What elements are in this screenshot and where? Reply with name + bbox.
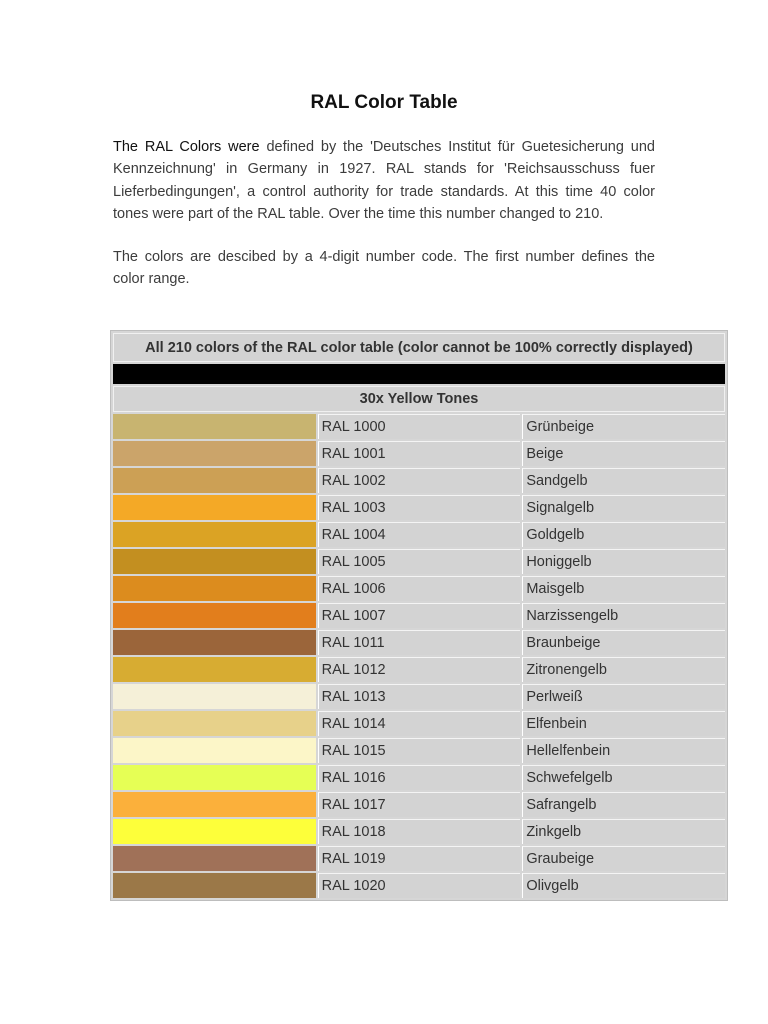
intro-lead: The RAL Colors were: [113, 139, 260, 155]
color-swatch: [113, 657, 316, 682]
color-swatch: [113, 414, 316, 439]
color-name: Schwefelgelb: [522, 765, 725, 790]
color-swatch: [113, 711, 316, 736]
color-swatch: [113, 846, 316, 871]
ral-code: RAL 1011: [318, 630, 521, 655]
color-name: Sandgelb: [522, 468, 725, 493]
page-title: RAL Color Table: [310, 92, 458, 113]
table-row: [113, 657, 725, 682]
ral-code: RAL 1005: [318, 549, 521, 574]
color-swatch: [113, 603, 316, 628]
table-row: [113, 441, 725, 466]
color-swatch: [113, 684, 316, 709]
color-name: Elfenbein: [522, 711, 725, 736]
table-row: [113, 603, 725, 628]
table-row: [113, 549, 725, 574]
table-row: [113, 738, 725, 763]
color-name: Goldgelb: [522, 522, 725, 547]
ral-code: RAL 1000: [318, 414, 521, 439]
color-name: Graubeige: [522, 846, 725, 871]
color-name: Braunbeige: [522, 630, 725, 655]
color-name: Safrangelb: [522, 792, 725, 817]
table-header-row: [113, 333, 725, 362]
ral-code: RAL 1018: [318, 819, 521, 844]
ral-code: RAL 1016: [318, 765, 521, 790]
ral-code: RAL 1020: [318, 873, 521, 898]
black-divider-row: [113, 364, 725, 384]
group-header-row: [113, 386, 725, 412]
group-title: 30x Yellow Tones: [113, 386, 725, 412]
color-name: Signalgelb: [522, 495, 725, 520]
table-row: [113, 846, 725, 871]
color-swatch: [113, 630, 316, 655]
table-row: [113, 576, 725, 601]
color-swatch: [113, 792, 316, 817]
table-row: [113, 873, 725, 898]
table-row: [113, 711, 725, 736]
table-row: [113, 684, 725, 709]
color-swatch: [113, 873, 316, 898]
table-header: All 210 colors of the RAL color table (color cannot be 100% correctly displayed): [113, 333, 725, 362]
color-swatch: [113, 819, 316, 844]
color-name: Beige: [522, 441, 725, 466]
color-name: Hellelfenbein: [522, 738, 725, 763]
ral-code: RAL 1001: [318, 441, 521, 466]
ral-code: RAL 1012: [318, 657, 521, 682]
table-row: [113, 495, 725, 520]
ral-code: RAL 1015: [318, 738, 521, 763]
table-row: [113, 414, 725, 439]
color-swatch: [113, 549, 316, 574]
table-row: [113, 468, 725, 493]
color-name: Maisgelb: [522, 576, 725, 601]
black-divider: [113, 364, 725, 384]
color-name: Zinkgelb: [522, 819, 725, 844]
ral-code: RAL 1003: [318, 495, 521, 520]
ral-code: RAL 1007: [318, 603, 521, 628]
color-swatch: [113, 522, 316, 547]
ral-code: RAL 1006: [318, 576, 521, 601]
intro-paragraph-1: [113, 136, 655, 226]
intro-paragraph-2: The colors are descibed by a 4-digit number code. The first number defines the color range.: [113, 249, 655, 288]
color-name: Grünbeige: [522, 414, 725, 439]
table-row: [113, 630, 725, 655]
ral-code: RAL 1013: [318, 684, 521, 709]
ral-color-table: [110, 330, 728, 901]
table-row: [113, 819, 725, 844]
color-swatch: [113, 765, 316, 790]
color-name: Narzissengelb: [522, 603, 725, 628]
color-swatch: [113, 441, 316, 466]
table-row: [113, 765, 725, 790]
color-swatch: [113, 738, 316, 763]
color-name: Perlweiß: [522, 684, 725, 709]
color-name: Zitronengelb: [522, 657, 725, 682]
color-name: Olivgelb: [522, 873, 725, 898]
ral-code: RAL 1004: [318, 522, 521, 547]
ral-code: RAL 1019: [318, 846, 521, 871]
ral-code: RAL 1014: [318, 711, 521, 736]
ral-code: RAL 1002: [318, 468, 521, 493]
table-row: [113, 522, 725, 547]
intro-text: defined by the 'Deutsches Institut für Guetesicherung und Kennzeichnung' in Germany in 1927. RAL stands for 'Reichsausschuss fuer Lieferbedingungen', a control authority for trade standards. At this time 40 color tones were part of the RAL table. Over the time this number changed to 210.: [113, 139, 655, 223]
table-row: [113, 792, 725, 817]
ral-code: RAL 1017: [318, 792, 521, 817]
color-swatch: [113, 495, 316, 520]
color-name: Honiggelb: [522, 549, 725, 574]
color-swatch: [113, 576, 316, 601]
color-swatch: [113, 468, 316, 493]
